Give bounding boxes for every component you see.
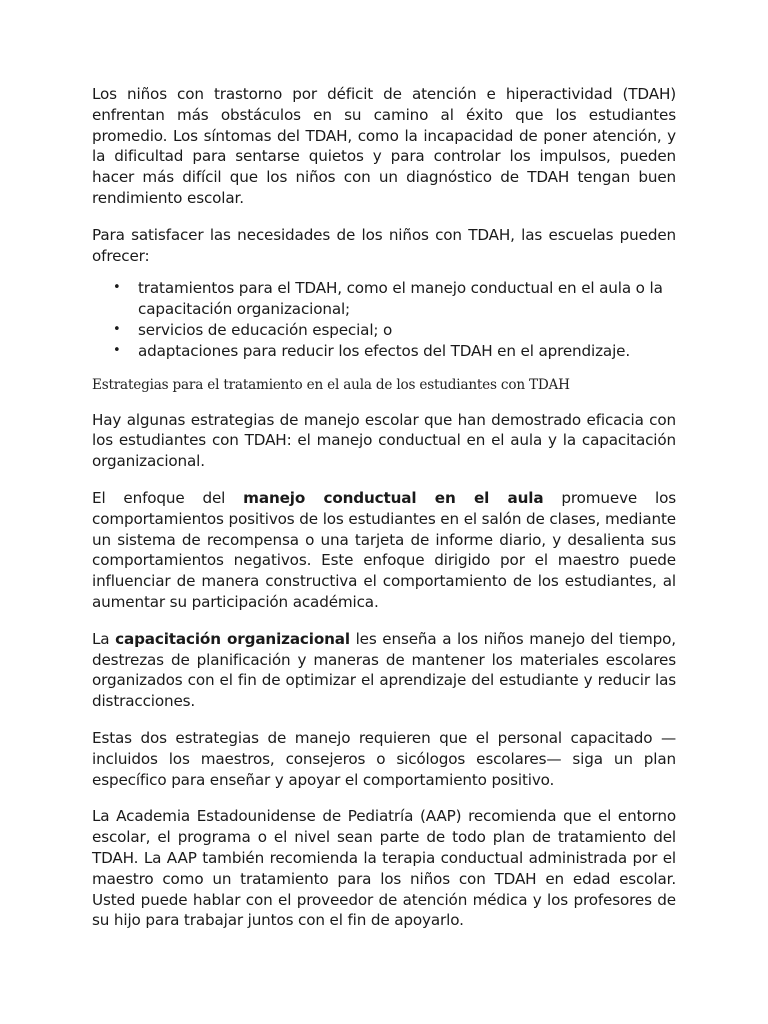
organizational-training-paragraph [92,629,676,712]
staff-paragraph: Estas dos estrategias de manejo requieren que el personal capacitado — incluidos los maestros, consejeros o sicólogos escolares— siga un plan específico para enseñar y apoyar el comportamiento positivo. [92,728,676,789]
list-item-text: adaptaciones para reducir los efectos del TDAH en el aprendizaje. [138,341,631,360]
intro-paragraph: Los niños con trastorno por déficit de atención e hiperactividad (TDAH) enfrentan más obstáculos en su camino al éxito que los estudiantes promedio. Los síntomas del TDAH, como la incapacidad de poner atención, y la dificultad para sentarse quietos y para controlar los impulsos, pueden hacer más difícil que los niños con un diagnóstico de TDAH tengan buen rendimiento escolar. [92,85,676,207]
organizational-prefix: La [92,629,116,648]
behavior-body: promueve los comportamientos positivos de los estudiantes en el salón de clases, mediante un sistema de recompensa o una tarjeta de informe diario, y desalienta sus comportamientos negativos. Este enfoque dirigido por el maestro puede influenciar de manera constructiva el comportamiento de los estudiantes, al aumentar su participación académica. [92,488,676,611]
list-item-text: servicios de educación especial; o [138,320,393,339]
strategies-intro-paragraph: Hay algunas estrategias de manejo escolar que han demostrado eficacia con los estudiantes con TDAH: el manejo conductual en el aula y la capacitación organizacional. [92,410,676,471]
bullet-icon: • [113,321,121,337]
behavior-management-paragraph [92,488,676,613]
aap-paragraph: La Academia Estadounidense de Pediatría (AAP) recomienda que el entorno escolar, el programa o el nivel sean parte de todo plan de tratamiento del TDAH. La AAP también recomienda la terapia conductual administrada por el maestro como un tratamiento para los niños con TDAH en edad escolar. Usted puede hablar con el proveedor de atención médica y los profesores de su hijo para trabajar juntos con el fin de apoyarlo. [92,807,676,930]
bullet-list [92,278,676,361]
bullet-icon: • [113,342,121,358]
list-item [92,341,676,362]
list-item [92,278,676,320]
behavior-prefix: El enfoque del [92,488,244,507]
bullet-icon: • [113,280,121,296]
list-item [92,320,676,341]
organizational-term: capacitación organizacional [115,629,350,648]
organizational-body: les enseña a los niños manejo del tiempo, destrezas de planificación y maneras de mantener los materiales escolares organizados con el fin de optimizar el aprendizaje del estudiante y reducir las distracciones. [92,629,676,711]
section-heading: Estrategias para el tratamiento en el aula de los estudiantes con TDAH [92,376,570,393]
list-item-text: tratamientos para el TDAH, como el manejo conductual en el aula o la capacitación organizacional; [138,279,663,319]
needs-intro-paragraph: Para satisfacer las necesidades de los niños con TDAH, las escuelas pueden ofrecer: [92,225,676,265]
behavior-term: manejo conductual en el aula [243,488,544,507]
document-page [92,84,676,947]
